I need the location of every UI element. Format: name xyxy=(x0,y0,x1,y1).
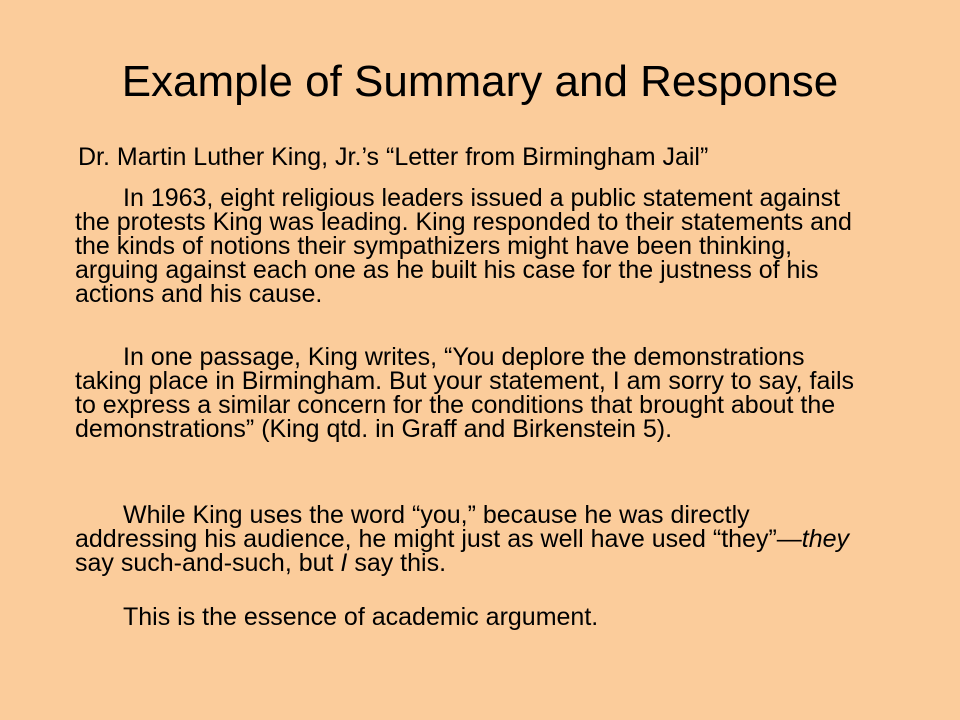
paragraph-3-text-1: While King uses the word “you,” because he was directly addressing his audience, he might just as well have used “they”— xyxy=(75,501,802,553)
paragraph-4: This is the essence of academic argument. xyxy=(123,603,599,631)
paragraph-3-emphasis-i: I xyxy=(340,549,348,577)
slide-title: Example of Summary and Response xyxy=(121,57,839,106)
paragraph-3-text-3: say this. xyxy=(347,549,447,577)
slide-subtitle: Dr. Martin Luther King, Jr.’s “Letter from Birmingham Jail” xyxy=(78,143,709,171)
paragraph-3 xyxy=(75,503,875,575)
paragraph-1: In 1963, eight religious leaders issued a public statement against the protests King was leading. King responded to their statements and the kinds of notions their sympathizers might have been thinking, arguing against each one as he built his case for the justness of his actions and his cause. xyxy=(75,184,852,308)
paragraph-3-emphasis-they: they xyxy=(801,525,850,553)
paragraph-2: In one passage, King writes, “You deplore the demonstrations taking place in Birmingham. But your statement, I am sorry to say, fails to express a similar concern for the conditions that brought about the demonstrations” (King qtd. in Graff and Birkenstein 5). xyxy=(75,343,855,443)
paragraph-3-text-2: say such-and-such, but xyxy=(75,549,341,577)
